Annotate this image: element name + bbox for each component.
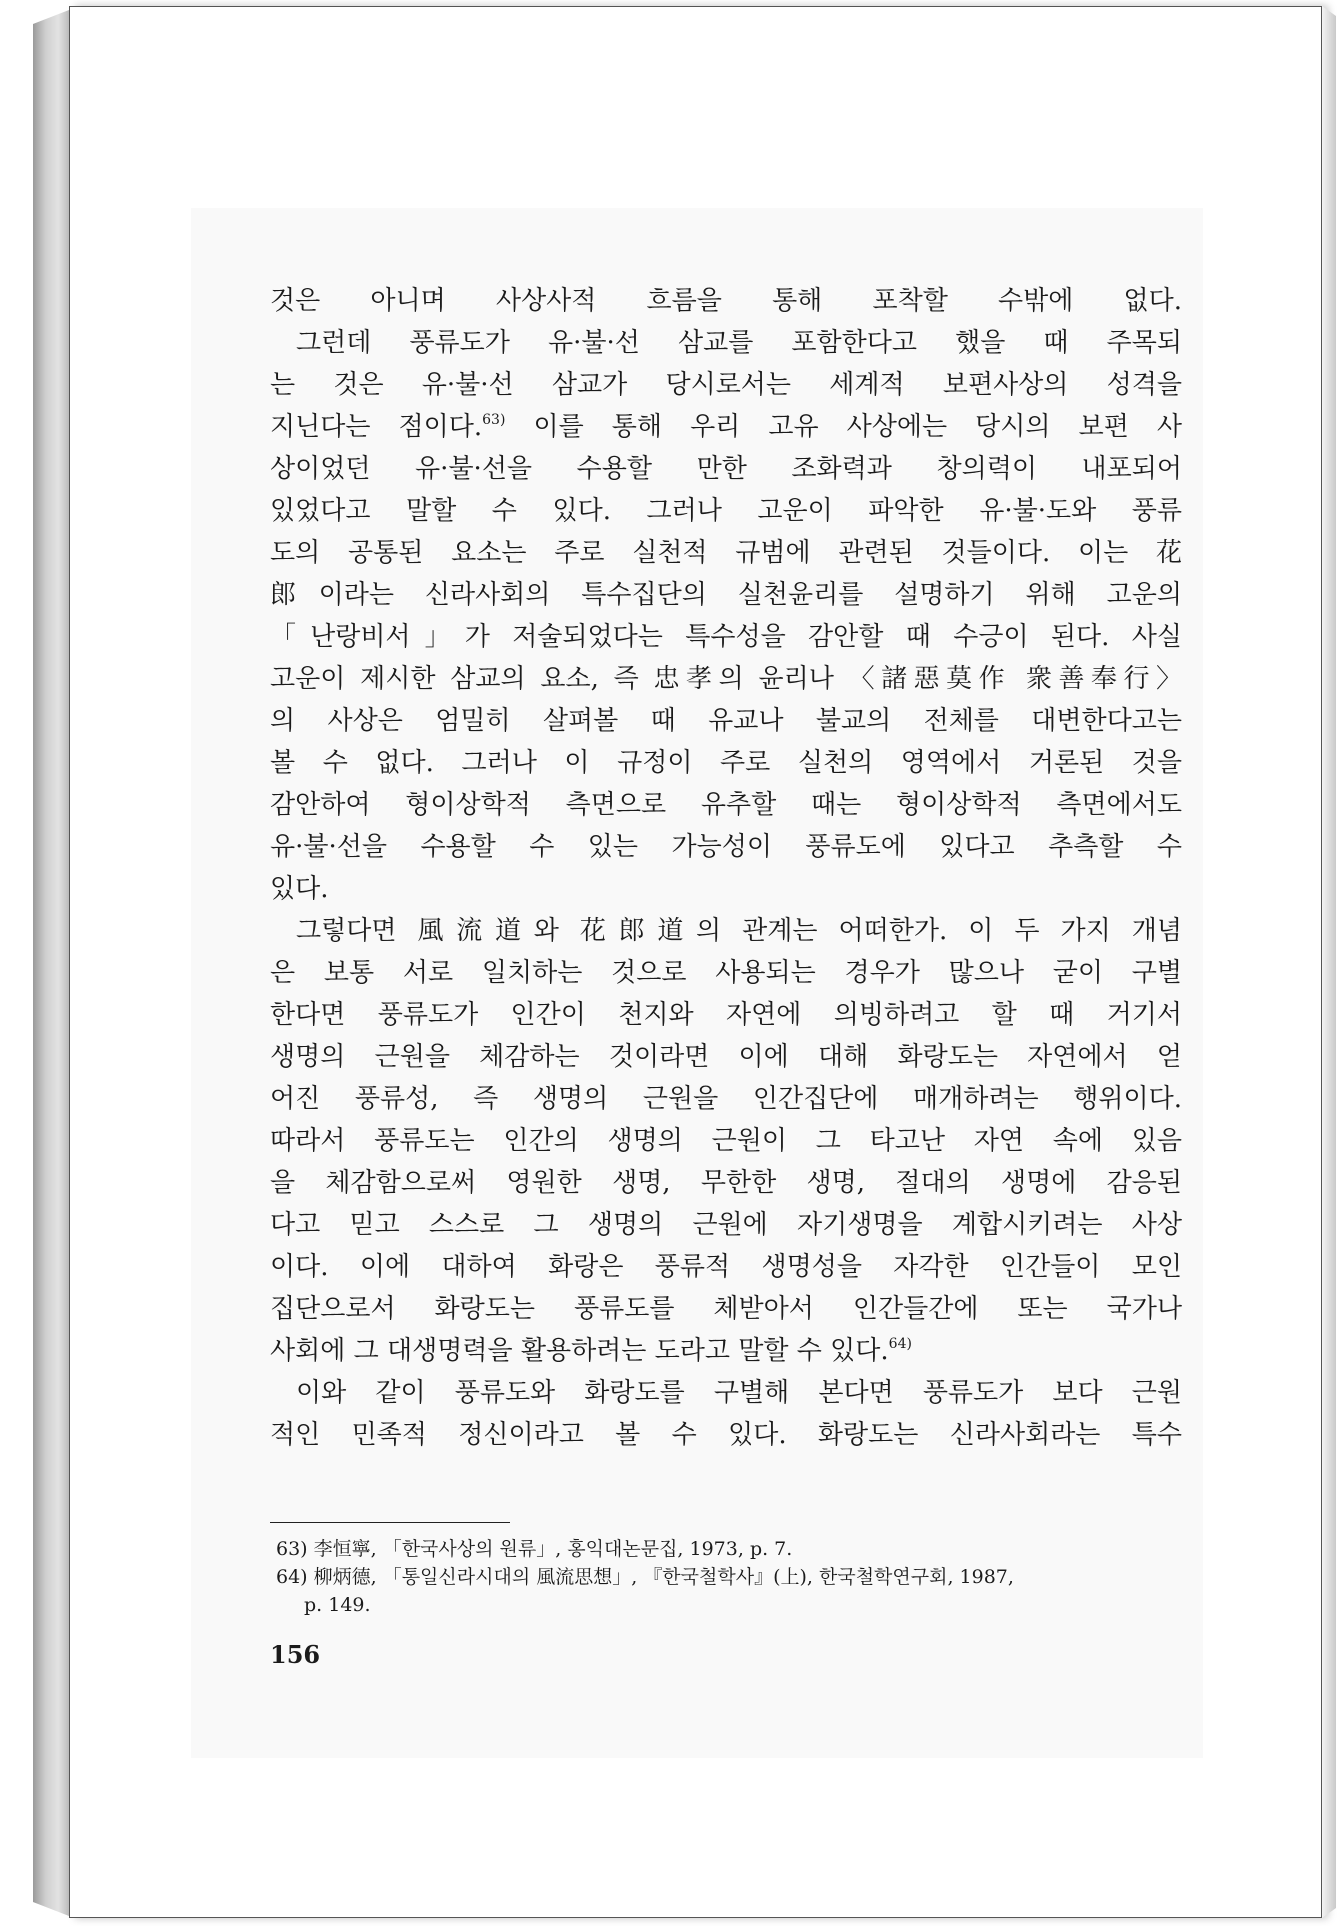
footnote-63: 63) 李恒寧, 「한국사상의 원류」, 홍익대논문집, 1973, p. 7. [276, 1538, 793, 1560]
text-line: 유·불·선을 수용할 수 있는 가능성이 풍류도에 있다고 추측할 수 [270, 832, 1182, 862]
text-line: 을 체감함으로써 영원한 생명, 무한한 생명, 절대의 생명에 감응된 [270, 1168, 1182, 1198]
footnote-reference-63: 63) [482, 412, 506, 428]
text-line: 적인 민족적 정신이라고 볼 수 있다. 화랑도는 신라사회라는 특수 [270, 1420, 1182, 1450]
text-line: 그렇다면 風流道와 花郎道의 관계는 어떠한가. 이 두 가지 개념 [296, 916, 1182, 946]
text-line-with-footnote [270, 406, 1182, 448]
text-line: 어진 풍류성, 즉 생명의 근원을 인간집단에 매개하려는 행위이다. [270, 1084, 1182, 1114]
page-number: 156 [270, 1640, 321, 1669]
footnote-reference-64: 64) [888, 1336, 912, 1352]
text-line: 것은 아니며 사상사적 흐름을 통해 포착할 수밖에 없다. [270, 286, 1182, 316]
text-line: 생명의 근원을 체감하는 것이라면 이에 대해 화랑도는 자연에서 얻 [270, 1042, 1182, 1072]
text-line: 의 사상은 엄밀히 살펴볼 때 유교나 불교의 전체를 대변한다고는 [270, 706, 1182, 736]
text-line: 따라서 풍류도는 인간의 생명의 근원이 그 타고난 자연 속에 있음 [270, 1126, 1182, 1156]
footnote-64: 64) 柳炳德, 「통일신라시대의 風流思想」, 『한국철학사』(上), 한국철학연구회, 1987, [276, 1566, 1014, 1588]
footnote-64-continuation: p. 149. [304, 1594, 371, 1616]
text-line: 는 것은 유·불·선 삼교가 당시로서는 세계적 보편사상의 성격을 [270, 370, 1182, 400]
text-line: 있었다고 말할 수 있다. 그러나 고운이 파악한 유·불·도와 풍류 [270, 496, 1182, 526]
book-page-stack-edge [33, 10, 69, 1916]
book-right-edge [1322, 6, 1336, 1918]
text-line: 볼 수 없다. 그러나 이 규정이 주로 실천의 영역에서 거론된 것을 [270, 748, 1182, 778]
text-line: 이와 같이 풍류도와 화랑도를 구별해 본다면 풍류도가 보다 근원 [296, 1378, 1182, 1408]
footnote-divider [270, 1522, 510, 1523]
text-line: 「난랑비서」가 저술되었다는 특수성을 감안할 때 수긍이 된다. 사실 [270, 622, 1182, 652]
text-line: 은 보통 서로 일치하는 것으로 사용되는 경우가 많으나 굳이 구별 [270, 958, 1182, 988]
text-line: 감안하여 형이상학적 측면으로 유추할 때는 형이상학적 측면에서도 [270, 790, 1182, 820]
text-line: 다고 믿고 스스로 그 생명의 근원에 자기생명을 계합시키려는 사상 [270, 1210, 1182, 1240]
text-line: 도의 공통된 요소는 주로 실천적 규범에 관련된 것들이다. 이는 花 [270, 538, 1182, 568]
text-line: 이다. 이에 대하여 화랑은 풍류적 생명성을 자각한 인간들이 모인 [270, 1252, 1182, 1282]
body-text [270, 280, 1182, 1456]
text-line: 집단으로서 화랑도는 풍류도를 체받아서 인간들간에 또는 국가나 [270, 1294, 1182, 1324]
text-line: 한다면 풍류도가 인간이 천지와 자연에 의빙하려고 할 때 거기서 [270, 1000, 1182, 1030]
text-line: 상이었던 유·불·선을 수용할 만한 조화력과 창의력이 내포되어 [270, 454, 1182, 484]
text-line: 고운이 제시한 삼교의 요소, 즉 忠孝의 윤리나 〈諸惡莫作 衆善奉行〉 [270, 664, 1182, 694]
text-segment: 이를 통해 우리 고유 사상에는 당시의 보편 사 [533, 412, 1182, 442]
text-line-with-footnote [270, 1330, 1182, 1372]
text-segment: 지닌다는 점이다. [270, 412, 483, 442]
text-line: 있다. [270, 874, 329, 904]
footnotes [276, 1535, 1182, 1619]
text-segment: 사회에 그 대생명력을 활용하려는 도라고 말할 수 있다. [270, 1336, 889, 1366]
text-line: 郎이라는 신라사회의 특수집단의 실천윤리를 설명하기 위해 고운의 [270, 580, 1182, 610]
text-line: 그런데 풍류도가 유·불·선 삼교를 포함한다고 했을 때 주목되 [296, 328, 1182, 358]
